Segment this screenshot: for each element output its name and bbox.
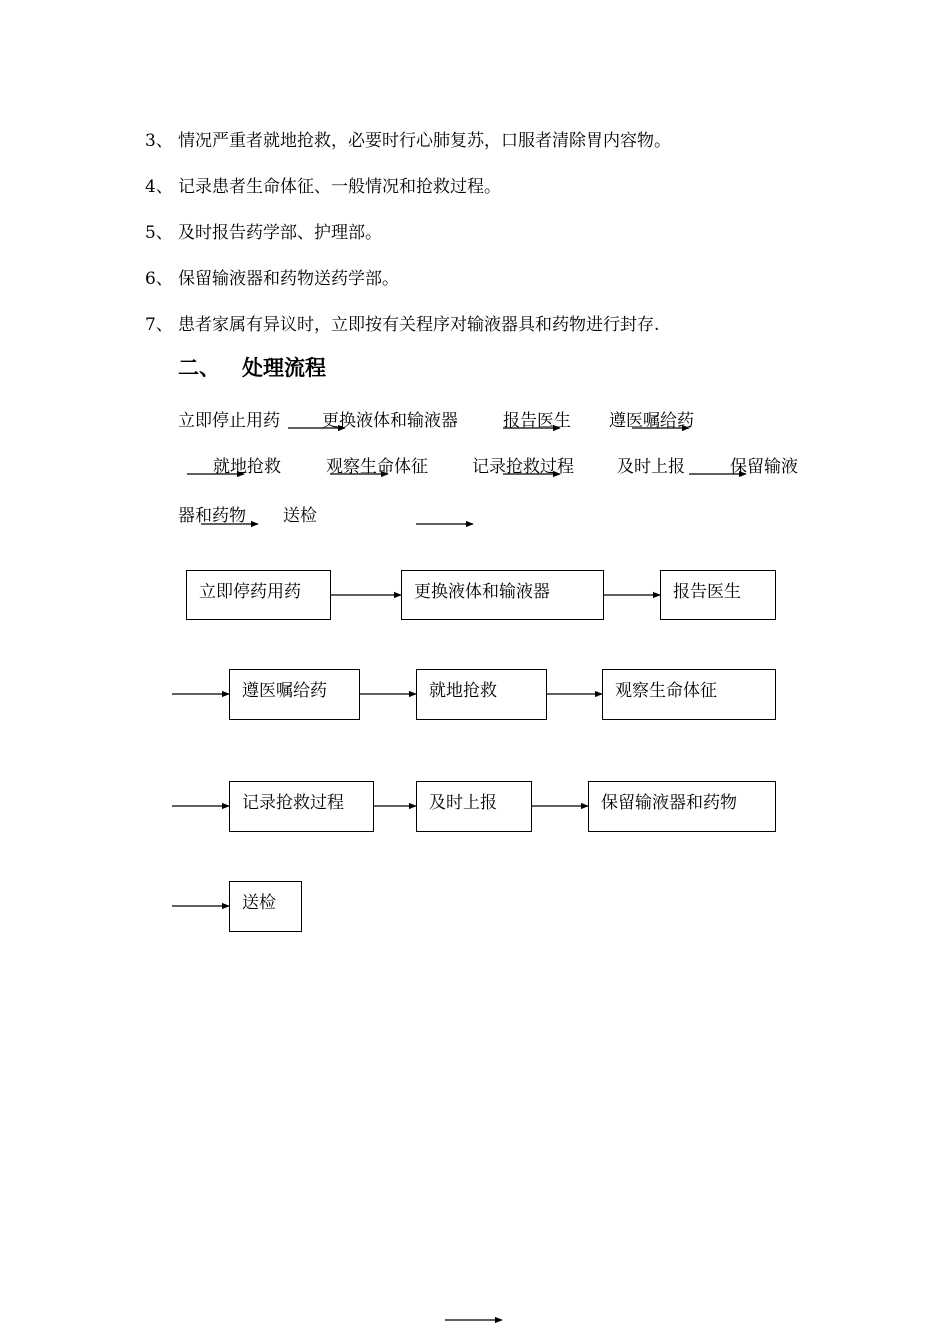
flow-box	[660, 570, 776, 620]
inline-step: 就地抢救	[213, 457, 281, 477]
inline-step: 立即停止用药	[178, 411, 280, 431]
flow-box-label: 报告医生	[673, 582, 741, 602]
list-item-text: 患者家属有异议时，立即按有关程序对输液器具和药物进行封存.	[178, 315, 660, 335]
list-item-text: 记录患者生命体征、一般情况和抢救过程。	[178, 177, 501, 197]
flow-box	[416, 781, 532, 832]
list-item-text: 及时报告药学部、护理部。	[178, 223, 382, 243]
flow-box-label: 立即停药用药	[199, 582, 301, 602]
flow-box-label: 及时上报	[429, 793, 497, 813]
flow-box	[229, 669, 360, 720]
inline-step: 更换液体和输液器	[322, 411, 458, 431]
inline-step: 遵医嘱给药	[609, 411, 694, 431]
flow-box-label: 送检	[242, 893, 276, 913]
flow-box	[229, 881, 302, 932]
inline-step: 保留输液	[730, 457, 798, 477]
flow-box	[588, 781, 776, 832]
flow-box-label: 更换液体和输液器	[414, 582, 550, 602]
flow-box-label: 观察生命体征	[615, 681, 717, 701]
flow-box-label: 遵医嘱给药	[242, 681, 327, 701]
list-item-number: 5、	[145, 223, 173, 243]
flow-box	[602, 669, 776, 720]
list-item-number: 3、	[145, 131, 173, 151]
list-item-number: 4、	[145, 177, 173, 197]
list-item-number: 7、	[145, 315, 173, 335]
list-item-text: 情况严重者就地抢救，必要时行心肺复苏，口服者清除胃内容物。	[178, 131, 671, 151]
inline-step: 器和药物	[178, 506, 246, 526]
inline-step: 送检	[283, 506, 317, 526]
section-number: 二、	[178, 356, 220, 380]
list-item-number: 6、	[145, 269, 173, 289]
flow-box-label: 记录抢救过程	[242, 793, 344, 813]
flow-box	[229, 781, 374, 832]
list-item-text: 保留输液器和药物送药学部。	[178, 269, 399, 289]
inline-step: 报告医生	[503, 411, 571, 431]
flow-box-label: 就地抢救	[429, 681, 497, 701]
inline-step: 记录抢救过程	[472, 457, 574, 477]
flow-box-label: 保留输液器和药物	[601, 793, 737, 813]
section-title: 处理流程	[242, 356, 326, 380]
inline-step: 及时上报	[617, 457, 685, 477]
inline-step: 观察生命体征	[326, 457, 428, 477]
flow-box	[416, 669, 547, 720]
section-heading	[178, 352, 326, 382]
flow-box	[186, 570, 331, 620]
flow-box	[401, 570, 604, 620]
